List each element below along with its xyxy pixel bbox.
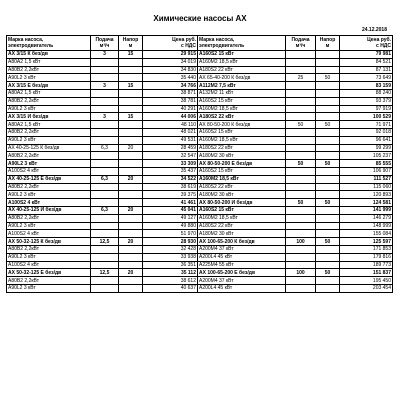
head-cell	[119, 97, 143, 105]
model-cell: А132М2 11 кВт	[198, 89, 286, 97]
head-cell: 50	[316, 199, 340, 207]
model-cell: А180S2 22 кВт	[198, 144, 286, 152]
model-cell: АХ 50-32-125 К без/дв	[7, 238, 91, 246]
table-row	[7, 253, 393, 261]
model-cell: А160М2 18,5 кВт	[198, 105, 286, 113]
price-cell: 151 837	[340, 269, 393, 277]
table-body	[7, 51, 393, 293]
model-cell: А80В2 2,2кВт	[7, 245, 91, 253]
model-cell: А160М2 18,5 кВт	[198, 136, 286, 144]
flow-cell	[91, 160, 119, 168]
table-row	[7, 89, 393, 97]
model-cell: А90L2 3 кВт	[7, 284, 91, 292]
head-cell	[119, 128, 143, 136]
price-cell: 179 816	[340, 253, 393, 261]
flow-cell	[286, 58, 316, 66]
table-row	[7, 214, 393, 222]
price-cell: 45 041	[143, 206, 198, 214]
price-cell: 96 641	[340, 136, 393, 144]
model-cell: А200L4 45 кВт	[198, 284, 286, 292]
price-cell: 35 112	[143, 269, 198, 277]
table-row	[7, 199, 393, 207]
head-cell: 50	[316, 74, 340, 82]
flow-cell	[286, 253, 316, 261]
head-cell	[119, 253, 143, 261]
price-cell: 92 018	[340, 128, 393, 136]
price-cell: 125 597	[340, 238, 393, 246]
flow-cell: 6,3	[91, 144, 119, 152]
flow-cell	[91, 136, 119, 144]
flow-cell: 50	[286, 121, 316, 129]
model-cell: А180М2 30 кВт	[198, 152, 286, 160]
model-cell: А100S2 4 кВт	[7, 167, 91, 175]
flow-cell	[91, 261, 119, 269]
model-cell: АХ 3/15 К без/дв	[7, 51, 91, 59]
price-cell: 32 547	[143, 152, 198, 160]
price-cell: 40 291	[143, 105, 198, 113]
price-cell: 99 299	[340, 144, 393, 152]
model-cell: А180М2 30 кВт	[198, 191, 286, 199]
table-row	[7, 58, 393, 66]
flow-cell	[286, 167, 316, 175]
flow-cell	[286, 113, 316, 121]
flow-cell	[286, 136, 316, 144]
price-cell: 28 459	[143, 144, 198, 152]
head-cell	[119, 167, 143, 175]
table-row	[7, 277, 393, 285]
price-cell: 34 766	[143, 82, 198, 90]
model-cell: А200М4 37 кВт	[198, 245, 286, 253]
model-cell: А180S2 22 кВт	[198, 113, 286, 121]
model-cell: А90L2 3 кВт	[7, 253, 91, 261]
model-cell: АХ 3/15 И без/дв	[7, 113, 91, 121]
price-cell: 71 971	[340, 121, 393, 129]
head-cell: 20	[119, 175, 143, 183]
price-cell: 73 649	[340, 74, 393, 82]
head-cell	[316, 105, 340, 113]
head-cell	[119, 222, 143, 230]
flow-cell	[286, 214, 316, 222]
flow-cell	[91, 284, 119, 292]
flow-cell	[91, 253, 119, 261]
flow-cell	[91, 222, 119, 230]
model-cell: А80А2 1,5 кВт	[7, 89, 91, 97]
header-price: Цена руб. с НДС	[340, 36, 393, 51]
flow-cell	[286, 277, 316, 285]
head-cell	[119, 160, 143, 168]
flow-cell	[286, 284, 316, 292]
table-row	[7, 183, 393, 191]
price-cell: 124 581	[340, 199, 393, 207]
model-cell: АХ 65-40-200 К без/дв	[198, 74, 286, 82]
head-cell	[316, 66, 340, 74]
model-cell: АХ 100-65-200 Е без/дв	[198, 269, 286, 277]
head-cell	[119, 105, 143, 113]
table-row	[7, 74, 393, 82]
price-cell: 189 773	[340, 261, 393, 269]
head-cell	[316, 230, 340, 238]
price-cell: 141 999	[340, 206, 393, 214]
price-cell: 88 240	[340, 89, 393, 97]
table-row	[7, 128, 393, 136]
model-cell: А80В2 2,2кВт	[7, 214, 91, 222]
head-cell	[316, 89, 340, 97]
price-cell: 38 871	[143, 89, 198, 97]
price-cell: 51 970	[143, 230, 198, 238]
model-cell: А180М2 30 кВт	[198, 230, 286, 238]
price-cell: 29 915	[143, 51, 198, 59]
head-cell	[316, 253, 340, 261]
table-row	[7, 167, 393, 175]
head-cell	[119, 214, 143, 222]
table-row	[7, 206, 393, 214]
head-cell	[119, 66, 143, 74]
model-cell: А90L2 3 кВт	[7, 136, 91, 144]
head-cell: 20	[119, 206, 143, 214]
price-cell: 79 981	[340, 51, 393, 59]
flow-cell: 3	[91, 82, 119, 90]
model-cell: А90L2 3 кВт	[7, 105, 91, 113]
table-row	[7, 136, 393, 144]
price-cell: 36 351	[143, 261, 198, 269]
flow-cell	[91, 128, 119, 136]
head-cell	[316, 284, 340, 292]
header-flow: Подача м³/ч	[91, 36, 119, 51]
price-cell: 41 461	[143, 199, 198, 207]
price-cell: 106 907	[340, 167, 393, 175]
price-cell: 49 127	[143, 214, 198, 222]
model-cell: АХ 80-50-200 К без/дв	[198, 121, 286, 129]
price-table	[6, 35, 393, 293]
price-cell: 48 110	[143, 121, 198, 129]
model-cell: А80В2 2,2кВт	[7, 183, 91, 191]
head-cell	[316, 113, 340, 121]
price-cell: 28 930	[143, 238, 198, 246]
head-cell	[316, 261, 340, 269]
head-cell	[316, 128, 340, 136]
flow-cell	[91, 89, 119, 97]
table-row	[7, 82, 393, 90]
head-cell: 15	[119, 51, 143, 59]
table-header-row	[7, 36, 393, 51]
model-cell: АХ 100-65-200 К без/дв	[198, 238, 286, 246]
flow-cell	[286, 51, 316, 59]
model-cell: А80В2 2,2кВт	[7, 97, 91, 105]
head-cell: 50	[316, 269, 340, 277]
head-cell	[316, 144, 340, 152]
table-row	[7, 191, 393, 199]
flow-cell	[286, 191, 316, 199]
price-cell: 32 428	[143, 245, 198, 253]
flow-cell	[91, 152, 119, 160]
table-row	[7, 238, 393, 246]
head-cell	[119, 58, 143, 66]
flow-cell: 12,5	[91, 269, 119, 277]
header-head: Напор м	[119, 36, 143, 51]
flow-cell: 25	[286, 74, 316, 82]
model-cell: А80В2 2,2кВт	[7, 66, 91, 74]
price-cell: 146 279	[340, 214, 393, 222]
head-cell	[119, 261, 143, 269]
head-cell	[316, 175, 340, 183]
flow-cell	[286, 128, 316, 136]
model-cell: АХ 40-25-125 И без/дв	[7, 206, 91, 214]
model-cell: А160М2 18,5 кВт	[198, 175, 286, 183]
flow-cell	[286, 222, 316, 230]
price-cell: 40 637	[143, 284, 198, 292]
price-cell: 203 454	[340, 284, 393, 292]
head-cell	[119, 284, 143, 292]
price-cell: 97 919	[340, 105, 393, 113]
model-cell: А160S2 15 кВт	[198, 51, 286, 59]
flow-cell	[286, 97, 316, 105]
model-cell: А100S2 4 кВт	[7, 230, 91, 238]
price-cell: 105 237	[340, 152, 393, 160]
flow-cell	[91, 74, 119, 82]
flow-cell	[91, 199, 119, 207]
head-cell: 20	[119, 269, 143, 277]
head-cell	[316, 58, 340, 66]
header-flow: Подача м³/ч	[286, 36, 316, 51]
flow-cell	[91, 183, 119, 191]
price-cell: 171 853	[340, 245, 393, 253]
model-cell: А180S2 22 кВт	[198, 222, 286, 230]
head-cell	[316, 51, 340, 59]
price-cell: 33 309	[143, 160, 198, 168]
flow-cell	[286, 230, 316, 238]
flow-cell	[286, 82, 316, 90]
price-cell: 111 527	[340, 175, 393, 183]
head-cell	[316, 277, 340, 285]
price-cell: 100 529	[340, 113, 393, 121]
model-cell: АХ 80-50-200 Е без/дв	[198, 160, 286, 168]
flow-cell: 100	[286, 269, 316, 277]
model-cell: А160М2 18,5 кВт	[198, 214, 286, 222]
head-cell: 50	[316, 160, 340, 168]
table-row	[7, 284, 393, 292]
flow-cell: 6,3	[91, 206, 119, 214]
page-title: Химические насосы АХ	[153, 14, 247, 23]
head-cell	[316, 214, 340, 222]
head-cell	[119, 74, 143, 82]
flow-cell	[286, 105, 316, 113]
model-cell: А160М2 18,5 кВт	[198, 58, 286, 66]
head-cell	[316, 191, 340, 199]
head-cell	[316, 206, 340, 214]
price-cell: 85 555	[340, 160, 393, 168]
model-cell: А100S2 4 кВт	[7, 261, 91, 269]
table-row	[7, 222, 393, 230]
price-cell: 34 522	[143, 175, 198, 183]
flow-cell: 3	[91, 51, 119, 59]
head-cell	[119, 183, 143, 191]
head-cell	[316, 136, 340, 144]
flow-cell	[286, 175, 316, 183]
price-cell: 83 159	[340, 82, 393, 90]
table-row	[7, 245, 393, 253]
model-cell: А100S2 4 кВт	[7, 199, 91, 207]
flow-cell	[286, 89, 316, 97]
model-cell: А200М4 37 кВт	[198, 277, 286, 285]
head-cell	[316, 82, 340, 90]
table-row	[7, 230, 393, 238]
flow-cell	[91, 167, 119, 175]
table-row	[7, 121, 393, 129]
price-cell: 48 021	[143, 128, 198, 136]
price-cell: 84 521	[340, 58, 393, 66]
flow-cell	[91, 66, 119, 74]
price-cell: 195 450	[340, 277, 393, 285]
model-cell: А80А2 1,5 кВт	[7, 58, 91, 66]
model-cell: А225М4 55 кВт	[198, 261, 286, 269]
price-cell: 38 619	[143, 183, 198, 191]
head-cell: 15	[119, 82, 143, 90]
flow-cell	[91, 121, 119, 129]
table-row	[7, 105, 393, 113]
price-cell: 44 006	[143, 113, 198, 121]
flow-cell: 12,5	[91, 238, 119, 246]
model-cell: А90L2 3 кВт	[7, 74, 91, 82]
flow-cell	[286, 66, 316, 74]
price-cell: 148 999	[340, 222, 393, 230]
header-head: Напор м	[316, 36, 340, 51]
head-cell	[119, 191, 143, 199]
head-cell	[119, 136, 143, 144]
price-cell: 38 612	[143, 277, 198, 285]
model-cell: А90L2 3 кВт	[7, 191, 91, 199]
price-cell: 33 938	[143, 253, 198, 261]
head-cell	[316, 183, 340, 191]
flow-cell	[286, 152, 316, 160]
model-cell: А90L2 3 кВт	[7, 160, 91, 168]
table-row	[7, 160, 393, 168]
price-cell: 155 084	[340, 230, 393, 238]
table-row	[7, 152, 393, 160]
model-cell: А90L2 3 кВт	[7, 222, 91, 230]
model-cell: А160S2 15 кВт	[198, 206, 286, 214]
table-row	[7, 66, 393, 74]
model-cell: А160S2 15 кВт	[198, 128, 286, 136]
head-cell	[316, 245, 340, 253]
price-cell: 39 375	[143, 191, 198, 199]
table-row	[7, 175, 393, 183]
model-cell: АХ 80-50-200 И без/дв	[198, 199, 286, 207]
header-model: Марка насоса, электродвигатель	[7, 36, 91, 51]
flow-cell: 50	[286, 199, 316, 207]
head-cell: 20	[119, 144, 143, 152]
model-cell: А80В2 2,2кВт	[7, 128, 91, 136]
price-cell: 38 781	[143, 97, 198, 105]
model-cell: А180S2 22 кВт	[198, 66, 286, 74]
model-cell: А200L4 45 кВт	[198, 253, 286, 261]
head-cell	[119, 199, 143, 207]
flow-cell	[286, 261, 316, 269]
flow-cell	[91, 245, 119, 253]
model-cell: АХ 40-25-125 Е без/дв	[7, 175, 91, 183]
head-cell	[119, 277, 143, 285]
model-cell: А112М2 7,5 кВт	[198, 82, 286, 90]
price-cell: 34 830	[143, 66, 198, 74]
head-cell: 20	[119, 238, 143, 246]
price-cell: 115 060	[340, 183, 393, 191]
flow-cell	[91, 105, 119, 113]
model-cell: А180S2 22 кВт	[198, 183, 286, 191]
model-cell: АХ 3/15 Е без/дв	[7, 82, 91, 90]
head-cell	[316, 97, 340, 105]
model-cell: А80В2 2,2кВт	[7, 152, 91, 160]
header-price: Цена руб. с НДС	[143, 36, 198, 51]
model-cell: А80В2 2,2кВт	[7, 277, 91, 285]
head-cell	[316, 152, 340, 160]
head-cell	[119, 245, 143, 253]
flow-cell	[91, 191, 119, 199]
header-model: Марка насоса, электродвигатель	[198, 36, 286, 51]
table-row	[7, 113, 393, 121]
head-cell	[119, 152, 143, 160]
price-cell: 49 880	[143, 222, 198, 230]
flow-cell	[286, 245, 316, 253]
flow-cell	[91, 58, 119, 66]
model-cell: А160S2 15 кВт	[198, 167, 286, 175]
head-cell: 50	[316, 121, 340, 129]
flow-cell	[91, 230, 119, 238]
table-row	[7, 269, 393, 277]
flow-cell: 50	[286, 160, 316, 168]
flow-cell	[91, 97, 119, 105]
head-cell	[119, 230, 143, 238]
price-cell: 87 131	[340, 66, 393, 74]
table-row	[7, 144, 393, 152]
flow-cell: 3	[91, 113, 119, 121]
flow-cell	[91, 277, 119, 285]
price-cell: 35 440	[143, 74, 198, 82]
price-cell: 49 531	[143, 136, 198, 144]
flow-cell	[286, 144, 316, 152]
flow-cell	[91, 214, 119, 222]
price-cell: 34 019	[143, 58, 198, 66]
head-cell: 15	[119, 113, 143, 121]
price-cell: 120 893	[340, 191, 393, 199]
flow-cell	[286, 206, 316, 214]
head-cell	[316, 167, 340, 175]
price-cell: 35 437	[143, 167, 198, 175]
flow-cell	[286, 183, 316, 191]
table-row	[7, 261, 393, 269]
head-cell: 50	[316, 238, 340, 246]
head-cell	[119, 121, 143, 129]
head-cell	[119, 89, 143, 97]
flow-cell: 6,3	[91, 175, 119, 183]
model-cell: А80А2 1,5 кВт	[7, 121, 91, 129]
model-cell: АХ 40-25-125 К без/дв	[7, 144, 91, 152]
table-row	[7, 97, 393, 105]
table-row	[7, 51, 393, 59]
head-cell	[316, 222, 340, 230]
price-cell: 93 379	[340, 97, 393, 105]
date-label: 24.12.2018	[361, 27, 387, 33]
flow-cell: 100	[286, 238, 316, 246]
model-cell: АХ 50-32-125 Е без/дв	[7, 269, 91, 277]
model-cell: А160S2 15 кВт	[198, 97, 286, 105]
